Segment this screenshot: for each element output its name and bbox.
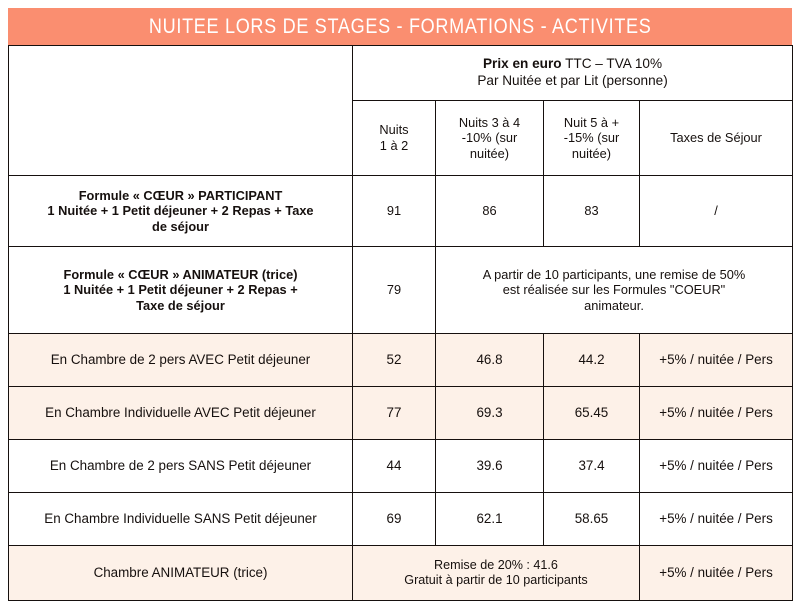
cell-nuits-1-2: 44 [353,440,436,493]
column-header-taxes: Taxes de Séjour [640,101,793,176]
column-header-nuits-3-4-line-1: Nuits 3 à 4 [458,114,521,130]
cell-nuit-5-plus: 37.4 [544,440,640,493]
banner [8,8,792,45]
cell-animateur-remise [353,546,640,601]
table-row [9,440,793,493]
table-row [9,493,793,546]
cell-nuit-5-plus: 83 [544,176,640,247]
cell-nuits-3-4: 62.1 [436,493,544,546]
cell-taxes: +5% / nuitée / Pers [640,493,793,546]
row-label-formule-animateur [9,247,353,334]
price-header-strong: Prix en euro [482,56,562,72]
cell-nuits-3-4: 69.3 [436,387,544,440]
cell-taxes: +5% / nuitée / Pers [640,546,793,601]
row-label-chambre-individuelle-avec: En Chambre Individuelle AVEC Petit déjeuner [9,387,353,440]
cell-animateur-remise-note [436,247,793,334]
table-row [9,176,793,247]
note-line-1: A partir de 10 participants, une remise de 50% [482,266,746,282]
column-header-nuits-3-4 [436,101,544,176]
row-label-line-1: Formule « CŒUR » ANIMATEUR (trice) [63,266,298,282]
row-label-chambre-2-sans: En Chambre de 2 pers SANS Petit déjeuner [9,440,353,493]
price-header-line-1 [358,56,787,73]
cell-taxes: +5% / nuitée / Pers [640,387,793,440]
cell-taxes: +5% / nuitée / Pers [640,334,793,387]
cell-nuits-3-4: 39.6 [436,440,544,493]
table-header-row-price [9,46,793,101]
column-header-nuits-1-2-line-2: 1 à 2 [379,138,409,153]
row-label-line-2: 1 Nuitée + 1 Petit déjeuner + 2 Repas + [63,282,298,298]
row-label-chambre-animateur: Chambre ANIMATEUR (trice) [9,546,353,601]
row-label-line-3: de séjour [152,218,209,234]
note-line-2: est réalisée sur les Formules "COEUR" [502,282,726,298]
cell-nuits-1-2: 77 [353,387,436,440]
remise-line-2: Gratuit à partir de 10 participants [404,573,588,587]
row-label-line-3: Taxe de séjour [136,297,225,313]
brand-header-cell [9,46,353,176]
remise-line-1: Remise de 20% : 41.6 [434,557,558,572]
cell-nuits-1-2: 69 [353,493,436,546]
cell-nuits-1-2: 79 [353,247,436,334]
price-header [353,46,793,101]
column-header-nuit-5-plus-line-3: nuitée) [571,145,612,161]
row-label-chambre-2-avec: En Chambre de 2 pers AVEC Petit déjeuner [9,334,353,387]
column-header-nuits-3-4-line-2: -10% (sur [461,130,518,146]
rates-table [8,45,793,601]
cell-nuit-5-plus: 44.2 [544,334,640,387]
price-sheet [8,8,792,587]
cell-nuit-5-plus: 58.65 [544,493,640,546]
column-header-nuits-3-4-line-3: nuitée) [469,145,510,161]
note-line-3: animateur. [584,297,644,313]
column-header-nuit-5-plus [544,101,640,176]
table-row [9,546,793,601]
column-header-nuit-5-plus-line-2: -15% (sur [563,130,620,146]
row-label-line-2: 1 Nuitée + 1 Petit déjeuner + 2 Repas + Taxe [47,203,314,219]
cell-nuits-3-4: 46.8 [436,334,544,387]
table-row [9,247,793,334]
page-title: NUITEE LORS DE STAGES - FORMATIONS - ACTIVITES [148,14,652,38]
column-header-nuit-5-plus-line-1: Nuit 5 à + [563,114,620,130]
cell-nuits-1-2: 52 [353,334,436,387]
cell-taxes: +5% / nuitée / Pers [640,440,793,493]
row-label-formule-participant [9,176,353,247]
cell-nuits-1-2: 91 [353,176,436,247]
price-header-line-2: Par Nuitée et par Lit (personne) [477,73,668,88]
row-label-chambre-individuelle-sans: En Chambre Individuelle SANS Petit déjeuner [9,493,353,546]
column-header-nuits-1-2 [353,101,436,176]
cell-taxes: / [640,176,793,247]
row-label-line-1: Formule « CŒUR » PARTICIPANT [78,187,283,203]
table-row [9,387,793,440]
cell-nuits-3-4: 86 [436,176,544,247]
table-row [9,334,793,387]
cell-nuit-5-plus: 65.45 [544,387,640,440]
price-header-rest: TTC – TVA 10% [561,56,663,72]
column-header-nuits-1-2-line-1: Nuits [379,122,409,138]
